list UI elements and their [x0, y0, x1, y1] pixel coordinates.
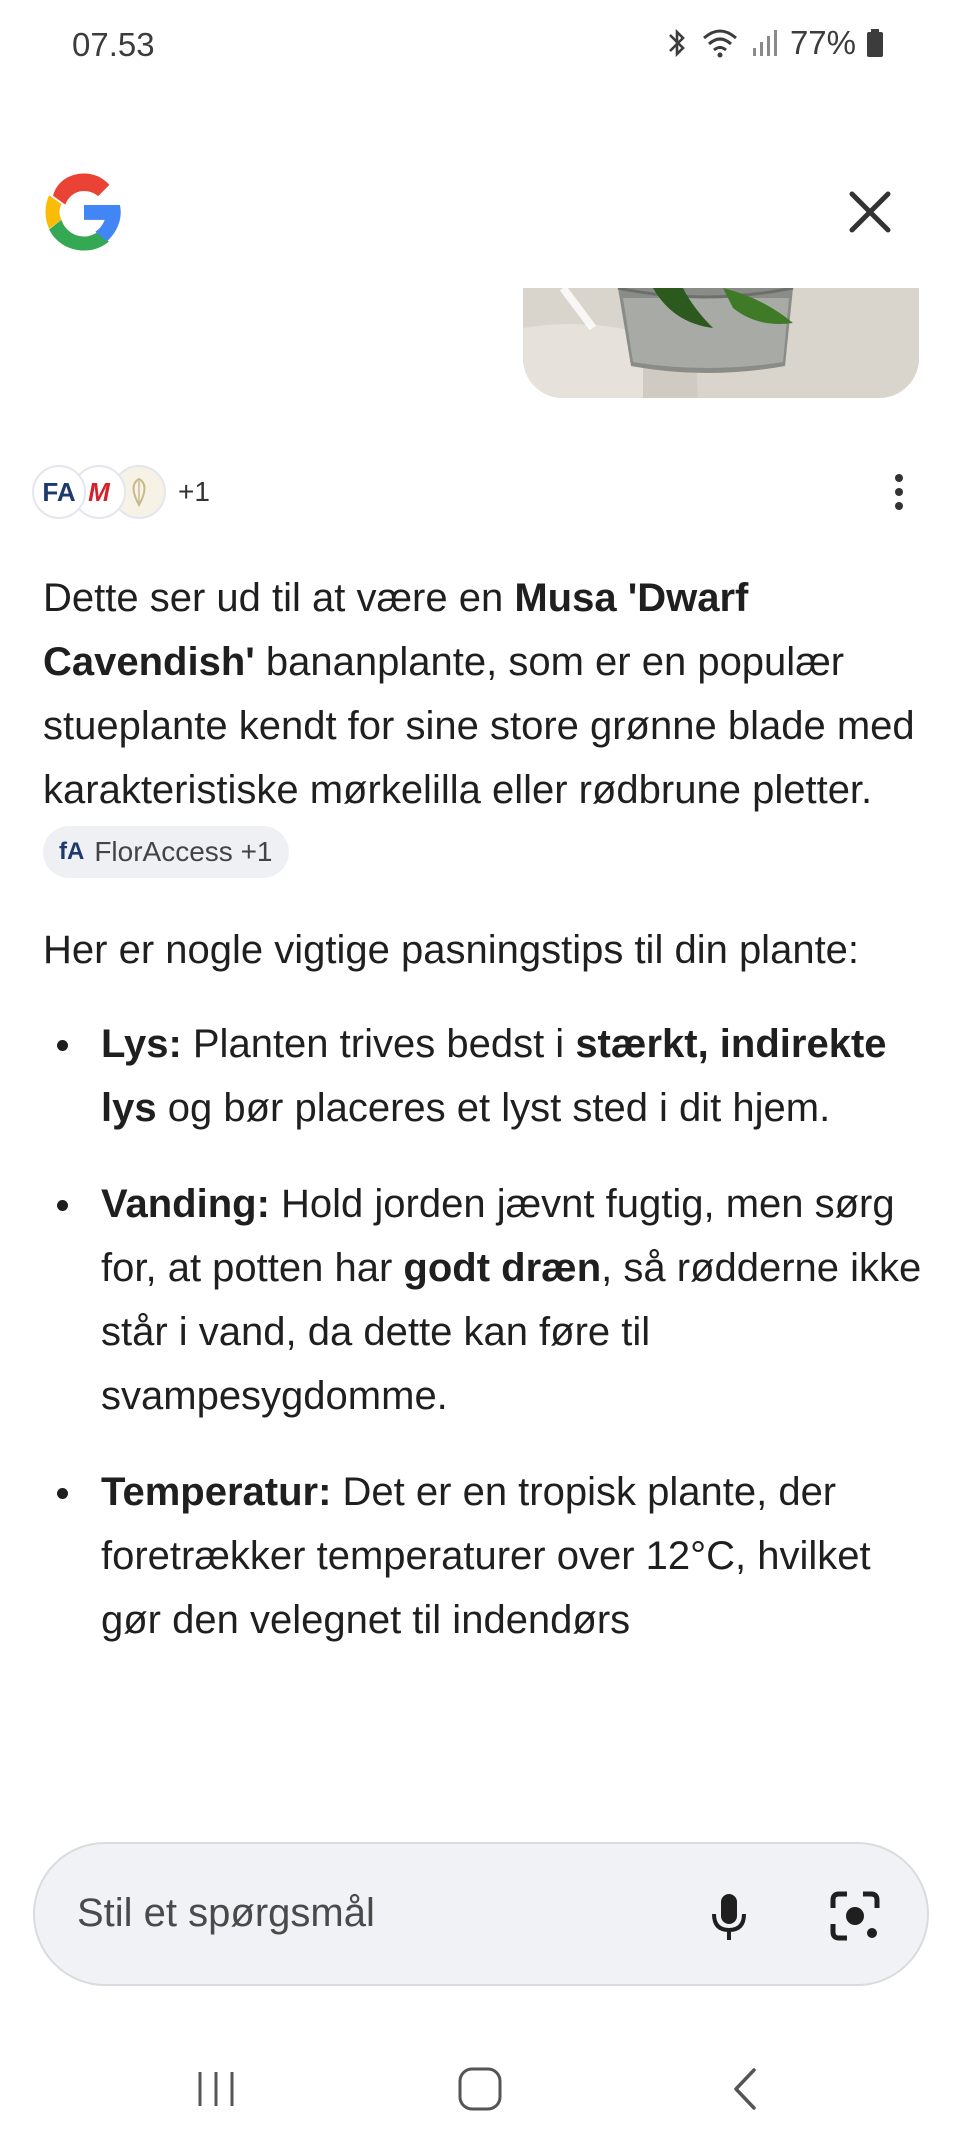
bluetooth-icon	[664, 26, 690, 60]
signal-icon	[750, 26, 780, 60]
ai-answer	[43, 566, 923, 1684]
sources-row[interactable]	[32, 462, 210, 522]
back-icon[interactable]	[716, 2064, 776, 2114]
plant-name: Musa 'Dwarf Cavendish'	[43, 576, 749, 684]
answer-paragraph-2: Her er nogle vigtige pasningstips til din plante:	[43, 928, 860, 972]
source-logo-m: M	[72, 465, 126, 519]
answer-paragraph-1	[43, 566, 923, 886]
tip-text: Hold jorden jævnt fugtig, men sørg for, at potten har	[101, 1182, 895, 1290]
leaf-icon	[122, 475, 156, 509]
tip-text: , så rødderne ikke står i vand, da dette kan føre til svampesygdomme.	[101, 1246, 922, 1418]
source-chip-label: FlorAccess +1	[94, 836, 273, 868]
tip-text: og bør placeres et lyst sted i dit hjem.	[156, 1086, 831, 1130]
plant-image	[523, 288, 919, 398]
list-item	[43, 1460, 923, 1652]
source-logo-floraccess: FA	[32, 465, 86, 519]
system-navigation-bar	[0, 2030, 960, 2133]
tip-label: Temperatur:	[101, 1470, 332, 1514]
recents-icon[interactable]	[186, 2064, 246, 2114]
ask-placeholder: Stil et spørgsmål	[77, 1891, 375, 1935]
mic-icon[interactable]	[701, 1888, 757, 1944]
header	[0, 160, 960, 280]
list-item	[43, 1012, 923, 1140]
answer-text: bananplante, som er en populær stueplante kendt for sine store grønne blade med karakteristiske mørkelilla eller rødbrune pletter.	[43, 640, 915, 812]
ask-input[interactable]	[33, 1842, 929, 1986]
source-chip[interactable]	[43, 826, 289, 878]
battery-icon	[866, 28, 884, 58]
tip-label: Vanding:	[101, 1182, 270, 1226]
more-vert-icon[interactable]	[884, 470, 914, 514]
battery-percent: 77%	[789, 24, 856, 61]
google-logo	[42, 170, 126, 254]
tip-bold: godt dræn	[403, 1246, 602, 1290]
wifi-icon	[700, 26, 740, 60]
plant-image-thumbnail[interactable]	[523, 288, 919, 398]
care-tips-list	[43, 1012, 923, 1652]
status-time: 07.53	[72, 26, 155, 63]
tip-label: Lys:	[101, 1022, 182, 1066]
status-bar	[0, 0, 960, 90]
lens-icon[interactable]	[827, 1888, 883, 1944]
tip-bold: stærkt, indirekte lys	[101, 1022, 887, 1130]
tip-text: Det er en tropisk plante, der foretrækker temperaturer over 12°C, hvilket gør den velegnet til indendørs	[101, 1470, 871, 1642]
floraccess-logo: fA	[59, 838, 85, 866]
tip-text: Planten trives bedst i	[181, 1022, 576, 1066]
close-icon[interactable]	[840, 182, 900, 242]
home-icon[interactable]	[450, 2064, 510, 2114]
status-icons	[664, 24, 884, 62]
sources-more-count: +1	[178, 476, 210, 507]
answer-text: Dette ser ud til at være en	[43, 576, 515, 620]
list-item	[43, 1172, 923, 1428]
